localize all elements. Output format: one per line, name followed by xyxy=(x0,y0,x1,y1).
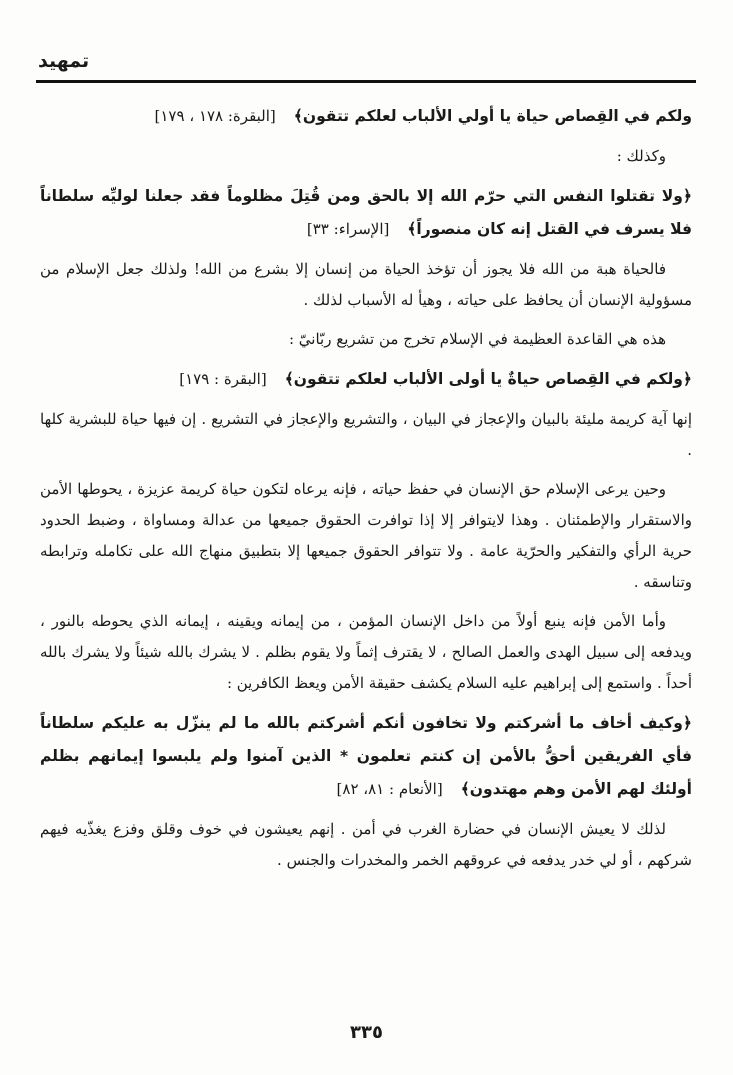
verse-text: ﴿وكيف أخاف ما أشركتم ولا تخافون أنكم أشركتم بالله ما لم ينزّل به عليكم سلطاناً فأي الفريقين أحقُّ بالأمن إن كنتم تعلمون * الذين آمنوا ولم يلبسوا إيمانهم بظلم أولئك لهم الأمن وهم مهتدون﴾ xyxy=(40,714,692,798)
paragraph: وكذلك : xyxy=(616,147,666,165)
paragraph: فالحياة هبة من الله فلا يجوز أن تؤخذ الحياة من إنسان إلا بشرع من الله! ولذلك جعل الإسلام من مسؤولية الإنسان أن يحافظ على حياته ، وهيأ له الأسباب لذلك . xyxy=(40,260,692,309)
paragraph: لذلك لا يعيش الإنسان في حضارة الغرب في أمن . إنهم يعيشون في خوف وقلق وفزع يغذّيه فيهم شركهم ، أو لي خدر يدفعه في عروقهم الخمر والمخدرات والجنس . xyxy=(40,820,692,869)
quran-verse xyxy=(40,707,692,806)
quran-verse xyxy=(40,100,692,133)
paragraph: وأما الأمن فإنه ينبع أولاً من داخل الإنسان المؤمن ، من إيمانه ويقينه ، إيمانه الذي يحوطه بالنور ، ويدفعه إلى سبيل الهدى والعمل الصالح ، لا يقترف إثماً ولا يقوم بظلم . لا يشرك بالله شيئاً ولا يشرك بالله أحداً . واستمع إلى إبراهيم عليه السلام يكشف حقيقة الأمن ويعظ الكافرين : xyxy=(40,612,692,692)
quran-verse xyxy=(40,180,692,246)
running-header-title: تمهيد xyxy=(38,50,90,72)
verse-reference: [الأنعام : ٨١، ٨٢] xyxy=(336,780,443,798)
page-body xyxy=(40,100,692,884)
paragraph: إنها آية كريمة مليئة بالبيان والإعجاز في البيان ، والتشريع والإعجاز في التشريع . إن فيها حياة للبشرية كلها . xyxy=(40,410,692,459)
verse-text: ﴿ولكم في القِصاص حياةٌ يا أولى الألباب لعلكم تتقون﴾ xyxy=(284,370,692,388)
paragraph: هذه هي القاعدة العظيمة في الإسلام تخرج من تشريع ربّانيّ : xyxy=(288,330,666,348)
quran-verse xyxy=(40,363,692,396)
verse-reference: [البقرة: ١٧٨ ، ١٧٩] xyxy=(154,107,276,125)
header-divider xyxy=(36,80,696,83)
verse-reference: [البقرة : ١٧٩] xyxy=(179,370,267,388)
verse-text: ﴿ولا تقتلوا النفس التي حرّم الله إلا بالحق ومن قُتِلَ مظلوماً فقد جعلنا لوليِّه سلطاناً فلا يسرف في القتل إنه كان منصوراً﴾ xyxy=(40,187,692,238)
verse-text: ولكم في القِصاص حياة يا أولي الألباب لعلكم تتقون﴾ xyxy=(293,107,692,125)
verse-reference: [الإسراء: ٣٣] xyxy=(306,220,390,238)
paragraph: وحين يرعى الإسلام حق الإنسان في حفظ حياته ، فإنه يرعاه لتكون حياة كريمة عزيزة ، يحوطها الأمن والاستقرار والإطمئنان . وهذا لايتوافر إلا إذا توافرت الحقوق جميعها من عدالة ومساواة ، وضبط الحدود حرية الرأي والتفكير والحرّية عامة . ولا تتوافر الحقوق جميعها إلا بتطبيق منهاج الله على تكامله وترابطه وتناسقه . xyxy=(40,480,692,591)
page-number: ٣٣٥ xyxy=(350,1022,383,1043)
